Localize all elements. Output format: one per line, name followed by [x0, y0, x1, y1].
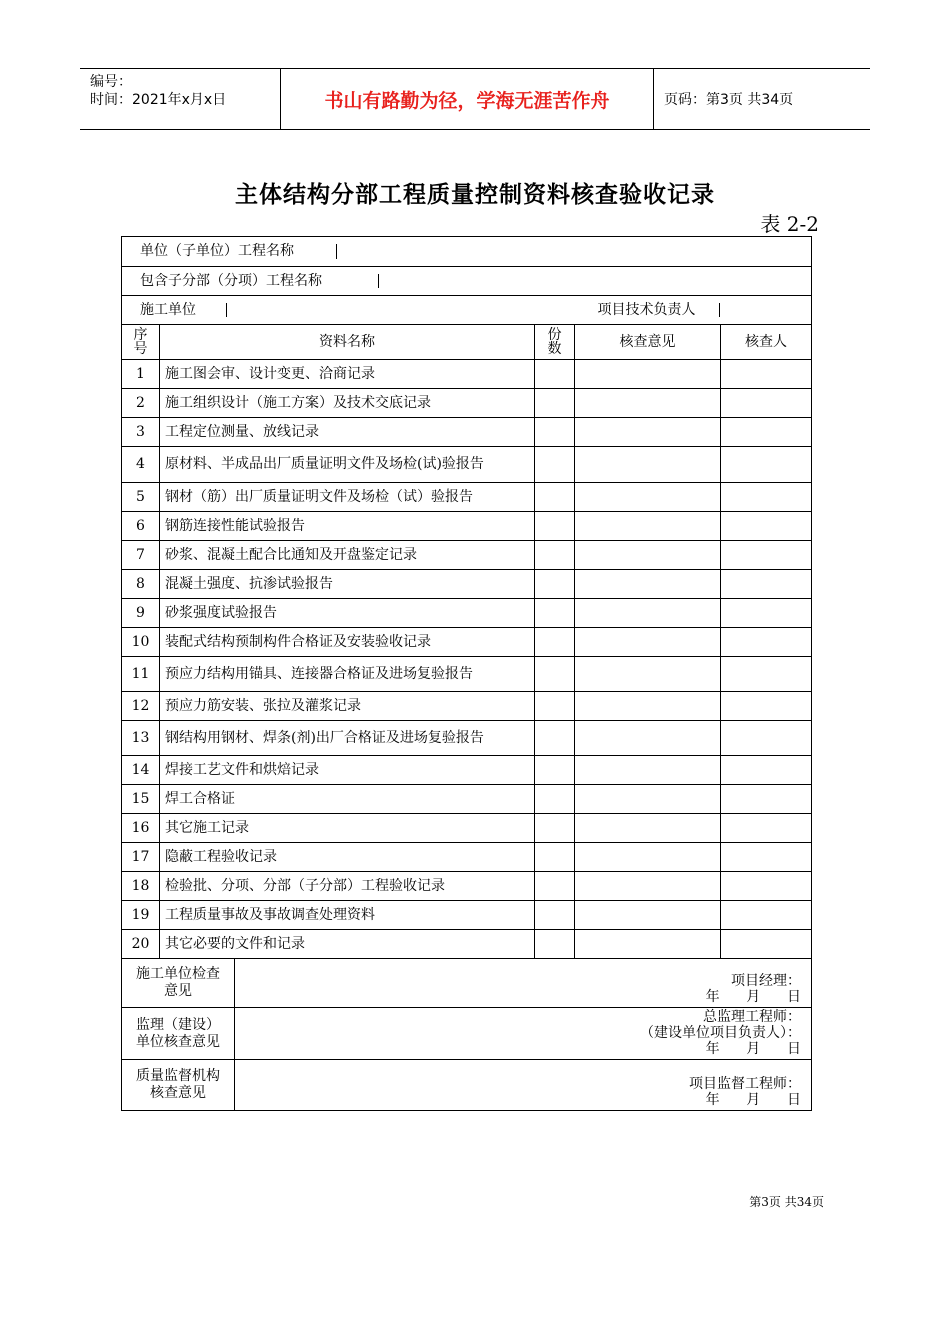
- construction-unit-label: 施工单位: [122, 303, 227, 318]
- row-count-cell[interactable]: [535, 814, 575, 843]
- row-no: 15: [122, 785, 160, 814]
- table-row: [122, 657, 812, 692]
- sign-supervision-date: 年 月 日: [705, 1041, 801, 1057]
- table-row: [122, 721, 812, 756]
- row-doc-name: 装配式结构预制构件合格证及安装验收记录: [160, 628, 535, 657]
- row-doc-name: 其它施工记录: [160, 814, 535, 843]
- row-count-cell[interactable]: [535, 692, 575, 721]
- row-opinion-cell[interactable]: [575, 360, 721, 389]
- row-count-cell[interactable]: [535, 756, 575, 785]
- row-opinion-cell[interactable]: [575, 512, 721, 541]
- row-doc-name: 预应力筋安装、张拉及灌浆记录: [160, 692, 535, 721]
- sign-row-construction: [122, 959, 812, 1008]
- table-row: [122, 570, 812, 599]
- table-row: [122, 483, 812, 512]
- table-row: [122, 512, 812, 541]
- row-no: 3: [122, 418, 160, 447]
- row-no: 10: [122, 628, 160, 657]
- row-checker-cell[interactable]: [721, 785, 812, 814]
- row-opinion-cell[interactable]: [575, 541, 721, 570]
- row-opinion-cell[interactable]: [575, 843, 721, 872]
- row-count-cell[interactable]: [535, 872, 575, 901]
- row-checker-cell[interactable]: [721, 541, 812, 570]
- sub-name-label: 包含子分部（分项）工程名称: [122, 274, 379, 289]
- column-header-row: [122, 325, 812, 360]
- row-count-cell[interactable]: [535, 657, 575, 692]
- row-opinion-cell[interactable]: [575, 599, 721, 628]
- info-row-sub: [122, 267, 812, 296]
- row-checker-cell[interactable]: [721, 599, 812, 628]
- row-checker-cell[interactable]: [721, 360, 812, 389]
- row-checker-cell[interactable]: [721, 628, 812, 657]
- row-opinion-cell[interactable]: [575, 692, 721, 721]
- row-no: 18: [122, 872, 160, 901]
- row-opinion-cell[interactable]: [575, 872, 721, 901]
- col-name-header: 资料名称: [160, 325, 535, 360]
- row-doc-name: 砂浆、混凝土配合比通知及开盘鉴定记录: [160, 541, 535, 570]
- row-no: 16: [122, 814, 160, 843]
- row-no: 13: [122, 721, 160, 756]
- table-row: [122, 843, 812, 872]
- sign-construction-area[interactable]: [235, 959, 812, 1008]
- sign-construction-date: 年 月 日: [705, 989, 801, 1005]
- time-label: 时间：2021年x月x日: [90, 92, 227, 108]
- row-no: 2: [122, 389, 160, 418]
- col-no-header: 序号: [122, 325, 160, 360]
- row-count-cell[interactable]: [535, 901, 575, 930]
- row-doc-name: 施工组织设计（施工方案）及技术交底记录: [160, 389, 535, 418]
- serial-label: 编号：: [90, 74, 132, 90]
- table-row: [122, 599, 812, 628]
- sign-supervision-area[interactable]: [235, 1008, 812, 1060]
- row-doc-name: 工程定位测量、放线记录: [160, 418, 535, 447]
- table-row: [122, 814, 812, 843]
- row-checker-cell[interactable]: [721, 389, 812, 418]
- header-meta: [80, 69, 281, 129]
- row-checker-cell[interactable]: [721, 418, 812, 447]
- row-no: 12: [122, 692, 160, 721]
- table-row: [122, 541, 812, 570]
- row-no: 8: [122, 570, 160, 599]
- row-opinion-cell[interactable]: [575, 483, 721, 512]
- sign-construction-label: 施工单位检查意见: [122, 959, 235, 1008]
- row-opinion-cell[interactable]: [575, 814, 721, 843]
- row-checker-cell[interactable]: [721, 721, 812, 756]
- table-number: 表 2-2: [760, 212, 819, 236]
- row-no: 4: [122, 447, 160, 483]
- sign-construction-sig: 项目经理：: [731, 973, 801, 989]
- row-count-cell[interactable]: [535, 360, 575, 389]
- row-count-cell[interactable]: [535, 628, 575, 657]
- sign-quality-area[interactable]: [235, 1060, 812, 1111]
- row-count-cell[interactable]: [535, 483, 575, 512]
- page-footer: 第3页 共34页: [749, 1195, 824, 1209]
- row-no: 1: [122, 360, 160, 389]
- row-count-cell[interactable]: [535, 447, 575, 483]
- row-count-cell[interactable]: [535, 418, 575, 447]
- row-checker-cell[interactable]: [721, 483, 812, 512]
- table-row: [122, 785, 812, 814]
- row-doc-name: 原材料、半成品出厂质量证明文件及场检(试)验报告: [160, 447, 535, 483]
- row-opinion-cell[interactable]: [575, 389, 721, 418]
- row-checker-cell[interactable]: [721, 843, 812, 872]
- row-checker-cell[interactable]: [721, 872, 812, 901]
- row-doc-name: 混凝土强度、抗渗试验报告: [160, 570, 535, 599]
- row-opinion-cell[interactable]: [575, 418, 721, 447]
- row-doc-name: 焊工合格证: [160, 785, 535, 814]
- unit-name-label: 单位（子单位）工程名称: [122, 244, 337, 259]
- row-count-cell[interactable]: [535, 721, 575, 756]
- row-doc-name: 检验批、分项、分部（子分部）工程验收记录: [160, 872, 535, 901]
- col-checker-header: 核查人: [721, 325, 812, 360]
- row-checker-cell[interactable]: [721, 756, 812, 785]
- row-opinion-cell[interactable]: [575, 447, 721, 483]
- row-opinion-cell[interactable]: [575, 721, 721, 756]
- info-row-unit: [122, 237, 812, 267]
- row-doc-name: 其它必要的文件和记录: [160, 930, 535, 959]
- col-count-header: 份数: [535, 325, 575, 360]
- row-doc-name: 焊接工艺文件和烘焙记录: [160, 756, 535, 785]
- row-no: 17: [122, 843, 160, 872]
- row-opinion-cell[interactable]: [575, 756, 721, 785]
- inspection-table: [121, 236, 812, 1111]
- row-count-cell[interactable]: [535, 930, 575, 959]
- sign-quality-sig: 项目监督工程师：: [689, 1076, 801, 1092]
- document-title: 主体结构分部工程质量控制资料核查验收记录: [235, 181, 715, 208]
- tech-lead-label: 项目技术负责人: [574, 303, 720, 318]
- row-opinion-cell[interactable]: [575, 901, 721, 930]
- sign-supervision-sig1: 总监理工程师：: [703, 1009, 801, 1025]
- row-count-cell[interactable]: [535, 599, 575, 628]
- row-doc-name: 钢筋连接性能试验报告: [160, 512, 535, 541]
- row-checker-cell[interactable]: [721, 692, 812, 721]
- row-opinion-cell[interactable]: [575, 930, 721, 959]
- row-no: 5: [122, 483, 160, 512]
- row-count-cell[interactable]: [535, 843, 575, 872]
- row-no: 20: [122, 930, 160, 959]
- table-row: [122, 418, 812, 447]
- row-checker-cell[interactable]: [721, 447, 812, 483]
- row-no: 14: [122, 756, 160, 785]
- row-no: 6: [122, 512, 160, 541]
- table-row: [122, 756, 812, 785]
- sign-quality-label: 质量监督机构核查意见: [122, 1060, 235, 1111]
- row-checker-cell[interactable]: [721, 901, 812, 930]
- header-motto: 书山有路勤为径，学海无涯苦作舟: [281, 69, 654, 129]
- col-opinion-header: 核查意见: [575, 325, 721, 360]
- row-count-cell[interactable]: [535, 512, 575, 541]
- table-row: [122, 628, 812, 657]
- row-no: 9: [122, 599, 160, 628]
- row-opinion-cell[interactable]: [575, 570, 721, 599]
- header-page-info: 页码：第3页 共34页: [664, 92, 794, 108]
- table-row: [122, 360, 812, 389]
- table-row: [122, 930, 812, 959]
- sign-supervision-label: 监理（建设）单位核查意见: [122, 1008, 235, 1060]
- row-checker-cell[interactable]: [721, 930, 812, 959]
- row-doc-name: 施工图会审、设计变更、洽商记录: [160, 360, 535, 389]
- table-row: [122, 872, 812, 901]
- sign-row-quality: [122, 1060, 812, 1111]
- sign-supervision-sig2: （建设单位项目负责人）：: [640, 1025, 801, 1041]
- row-checker-cell[interactable]: [721, 570, 812, 599]
- info-row-construction: [122, 296, 812, 325]
- row-opinion-cell[interactable]: [575, 628, 721, 657]
- row-doc-name: 钢材（筋）出厂质量证明文件及场检（试）验报告: [160, 483, 535, 512]
- row-opinion-cell[interactable]: [575, 785, 721, 814]
- table-row: [122, 389, 812, 418]
- table-row: [122, 447, 812, 483]
- row-count-cell[interactable]: [535, 541, 575, 570]
- row-doc-name: 工程质量事故及事故调查处理资料: [160, 901, 535, 930]
- row-doc-name: 预应力结构用锚具、连接器合格证及进场复验报告: [160, 657, 535, 692]
- row-checker-cell[interactable]: [721, 657, 812, 692]
- table-row: [122, 692, 812, 721]
- row-no: 11: [122, 657, 160, 692]
- page-header: [80, 68, 870, 130]
- row-doc-name: 钢结构用钢材、焊条(剂)出厂合格证及进场复验报告: [160, 721, 535, 756]
- row-count-cell[interactable]: [535, 785, 575, 814]
- row-doc-name: 砂浆强度试验报告: [160, 599, 535, 628]
- row-checker-cell[interactable]: [721, 512, 812, 541]
- row-no: 19: [122, 901, 160, 930]
- sign-quality-date: 年 月 日: [705, 1092, 801, 1108]
- row-opinion-cell[interactable]: [575, 657, 721, 692]
- row-no: 7: [122, 541, 160, 570]
- row-doc-name: 隐蔽工程验收记录: [160, 843, 535, 872]
- row-checker-cell[interactable]: [721, 814, 812, 843]
- row-count-cell[interactable]: [535, 570, 575, 599]
- sign-row-supervision: [122, 1008, 812, 1060]
- row-count-cell[interactable]: [535, 389, 575, 418]
- table-row: [122, 901, 812, 930]
